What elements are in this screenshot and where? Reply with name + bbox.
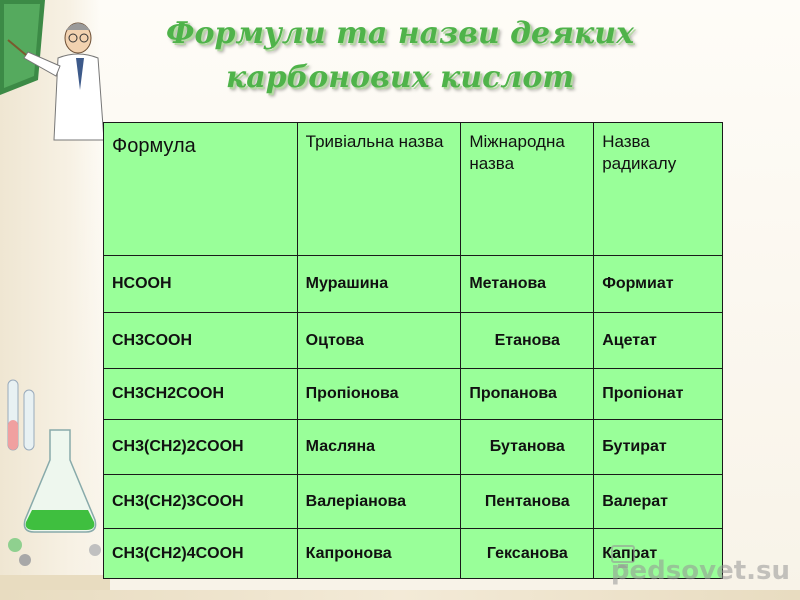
lab-glassware-illustration bbox=[0, 360, 110, 600]
table-row bbox=[104, 256, 723, 313]
international-name-cell: Пентанова bbox=[461, 475, 594, 529]
table-header-row bbox=[104, 123, 723, 256]
carboxylic-acids-table bbox=[103, 122, 723, 579]
trivial-name-cell: Масляна bbox=[297, 420, 461, 475]
trivial-name-cell: Капронова bbox=[297, 529, 461, 579]
formula-cell: CH3(CH2)4COOH bbox=[104, 529, 298, 579]
page-title bbox=[100, 12, 700, 100]
formula-cell: CH3COOH bbox=[104, 313, 298, 369]
title-line-2: карбонових кислот bbox=[225, 60, 575, 95]
international-name-cell: Пропанова bbox=[461, 369, 594, 420]
radical-name-cell: Пропіонат bbox=[594, 369, 723, 420]
header-radical-name: Назва радикалу bbox=[594, 123, 723, 256]
international-name-cell: Бутанова bbox=[461, 420, 594, 475]
radical-name-cell: Валерат bbox=[594, 475, 723, 529]
header-formula: Формула bbox=[104, 123, 298, 256]
table-row bbox=[104, 475, 723, 529]
radical-name-cell: Капрат bbox=[594, 529, 723, 579]
header-trivial-name: Тривіальна назва bbox=[297, 123, 461, 256]
watermark-text: pedsovet.su bbox=[610, 556, 790, 586]
bottom-decorative-bar bbox=[0, 590, 800, 600]
table-row bbox=[104, 313, 723, 369]
formula-cell: CH3CH2COOH bbox=[104, 369, 298, 420]
header-international-name: Міжнародна назва bbox=[461, 123, 594, 256]
formula-cell: CH3(CH2)3COOH bbox=[104, 475, 298, 529]
formula-cell: CH3(CH2)2COOH bbox=[104, 420, 298, 475]
trivial-name-cell: Оцтова bbox=[297, 313, 461, 369]
trivial-name-cell: Пропіонова bbox=[297, 369, 461, 420]
radical-name-cell: Бутират bbox=[594, 420, 723, 475]
trivial-name-cell: Мурашина bbox=[297, 256, 461, 313]
international-name-cell: Гексанова bbox=[461, 529, 594, 579]
trivial-name-cell: Валеріанова bbox=[297, 475, 461, 529]
radical-name-cell: Формиат bbox=[594, 256, 723, 313]
radical-name-cell: Ацетат bbox=[594, 313, 723, 369]
teacher-illustration bbox=[0, 0, 110, 150]
table-row bbox=[104, 420, 723, 475]
international-name-cell: Метанова bbox=[461, 256, 594, 313]
formula-cell: HCOOH bbox=[104, 256, 298, 313]
table-row bbox=[104, 369, 723, 420]
international-name-cell: Етанова bbox=[461, 313, 594, 369]
title-line-1: Формули та назви деяких bbox=[166, 16, 634, 51]
